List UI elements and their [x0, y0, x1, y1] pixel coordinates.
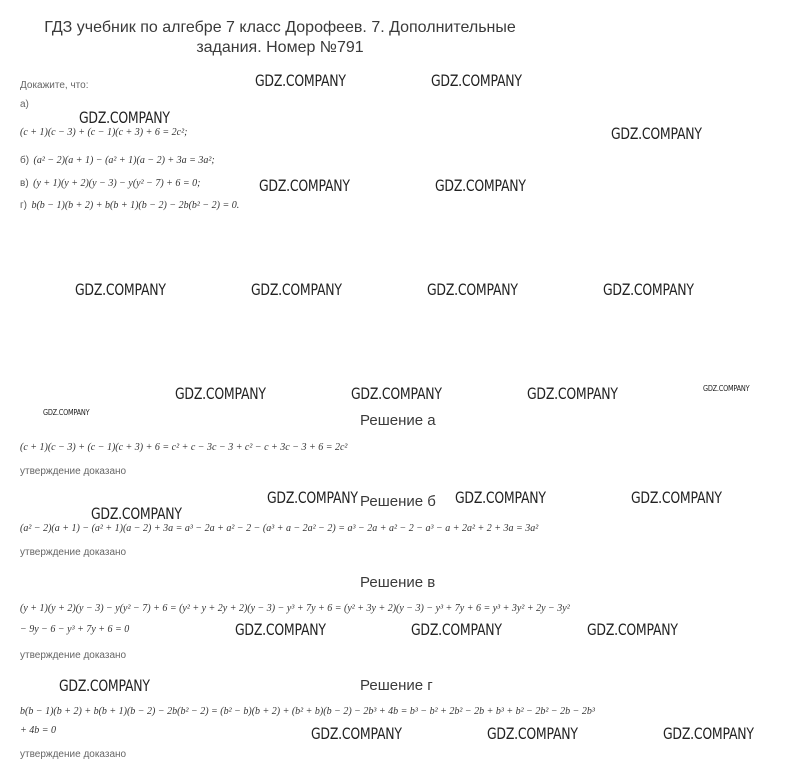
page-title-line-2: задания. Номер №791: [196, 39, 364, 56]
solution-d-conclusion: утверждение доказано: [20, 749, 127, 760]
page-title: [20, 18, 540, 58]
task-item-a-expr: (c + 1)(c − 3) + (c − 1)(c + 3) + 6 = 2c²;: [20, 127, 188, 138]
watermark: GDZ.COMPANY: [267, 488, 358, 507]
watermark: GDZ.COMPANY: [91, 504, 182, 523]
task-item-d-expr: b(b − 1)(b + 2) + b(b + 1)(b − 2) − 2b(b² − 2) = 0.: [31, 200, 240, 211]
solution-c-line-2: − 9y − 6 − y³ + 7y + 6 = 0: [20, 624, 130, 635]
watermark: GDZ.COMPANY: [79, 108, 170, 127]
solution-c-conclusion: утверждение доказано: [20, 650, 127, 661]
watermark: GDZ.COMPANY: [75, 280, 166, 299]
solution-d-line-1: b(b − 1)(b + 2) + b(b + 1)(b − 2) − 2b(b² − 2) = (b² − b)(b + 2) + (b² + b)(b − 2) − 2b³ + 4b = b³ − b² + 2b² − 2b + b³ + b² − 2b² − 2b − 2b³: [20, 706, 595, 717]
task-item-b: [20, 150, 215, 168]
task-item-d-label: г): [20, 200, 27, 211]
solution-b-line-1: (a² − 2)(a + 1) − (a² + 1)(a − 2) + 3a = a³ − 2a + a² − 2 − (a³ + a − 2a² − 2) = a³ − 2a + a² − 2 − a³ − a + 2a² + 2 + 3a = 3a²: [20, 523, 539, 534]
solution-a-conclusion: утверждение доказано: [20, 466, 127, 477]
watermark: GDZ.COMPANY: [611, 124, 702, 143]
solution-c-heading: Решение в: [360, 574, 436, 591]
solution-c-line-1: (y + 1)(y + 2)(y − 3) − y(y² − 7) + 6 = (y² + y + 2y + 2)(y − 3) − y³ + 7y + 6 = (y² + 3y + 2)(y − 3) − y³ + 7y + 6 = y³ + 3y² + 2y − 3y²: [20, 603, 570, 614]
watermark: GDZ.COMPANY: [175, 384, 266, 403]
solution-a-line-1: (c + 1)(c − 3) + (c − 1)(c + 3) + 6 = c² + c − 3c − 3 + c² − c + 3c − 3 + 6 = 2c²: [20, 442, 348, 453]
watermark: GDZ.COMPANY: [311, 724, 402, 743]
task-item-c: [20, 173, 201, 191]
watermark: GDZ.COMPANY: [603, 280, 694, 299]
watermark: GDZ.COMPANY: [411, 620, 502, 639]
watermark: GDZ.COMPANY: [663, 724, 754, 743]
watermark: GDZ.COMPANY: [235, 620, 326, 639]
watermark: GDZ.COMPANY: [435, 176, 526, 195]
page-title-line-1: ГДЗ учебник по алгебре 7 класс Дорофеев. 7. Дополнительные: [44, 19, 516, 36]
solution-d-line-2: + 4b = 0: [20, 725, 56, 736]
watermark: GDZ.COMPANY: [255, 71, 346, 90]
watermark: GDZ.COMPANY: [59, 676, 150, 695]
watermark: GDZ.COMPANY: [427, 280, 518, 299]
watermark: GDZ.COMPANY: [251, 280, 342, 299]
task-item-b-label: б): [20, 155, 30, 166]
watermark: GDZ.COMPANY: [351, 384, 442, 403]
solution-b-conclusion: утверждение доказано: [20, 547, 127, 558]
task-item-b-expr: (a² − 2)(a + 1) − (a² + 1)(a − 2) + 3a = 3a²;: [33, 155, 215, 166]
task-intro: Докажите, что:: [20, 80, 89, 91]
watermark: GDZ.COMPANY: [631, 488, 722, 507]
watermark: GDZ.COMPANY: [43, 408, 90, 417]
task-item-d: [20, 195, 239, 213]
watermark: GDZ.COMPANY: [527, 384, 618, 403]
task-item-c-label: в): [20, 178, 29, 189]
solution-a-heading: Решение а: [360, 412, 436, 429]
solution-d-heading: Решение г: [360, 677, 433, 694]
task-item-a-label: а): [20, 99, 29, 110]
watermark: GDZ.COMPANY: [587, 620, 678, 639]
watermark: GDZ.COMPANY: [431, 71, 522, 90]
watermark: GDZ.COMPANY: [703, 384, 750, 393]
watermark: GDZ.COMPANY: [455, 488, 546, 507]
watermark: GDZ.COMPANY: [487, 724, 578, 743]
solution-b-heading: Решение б: [360, 493, 436, 510]
watermark: GDZ.COMPANY: [259, 176, 350, 195]
task-item-c-expr: (y + 1)(y + 2)(y − 3) − y(y² − 7) + 6 = 0;: [33, 178, 201, 189]
